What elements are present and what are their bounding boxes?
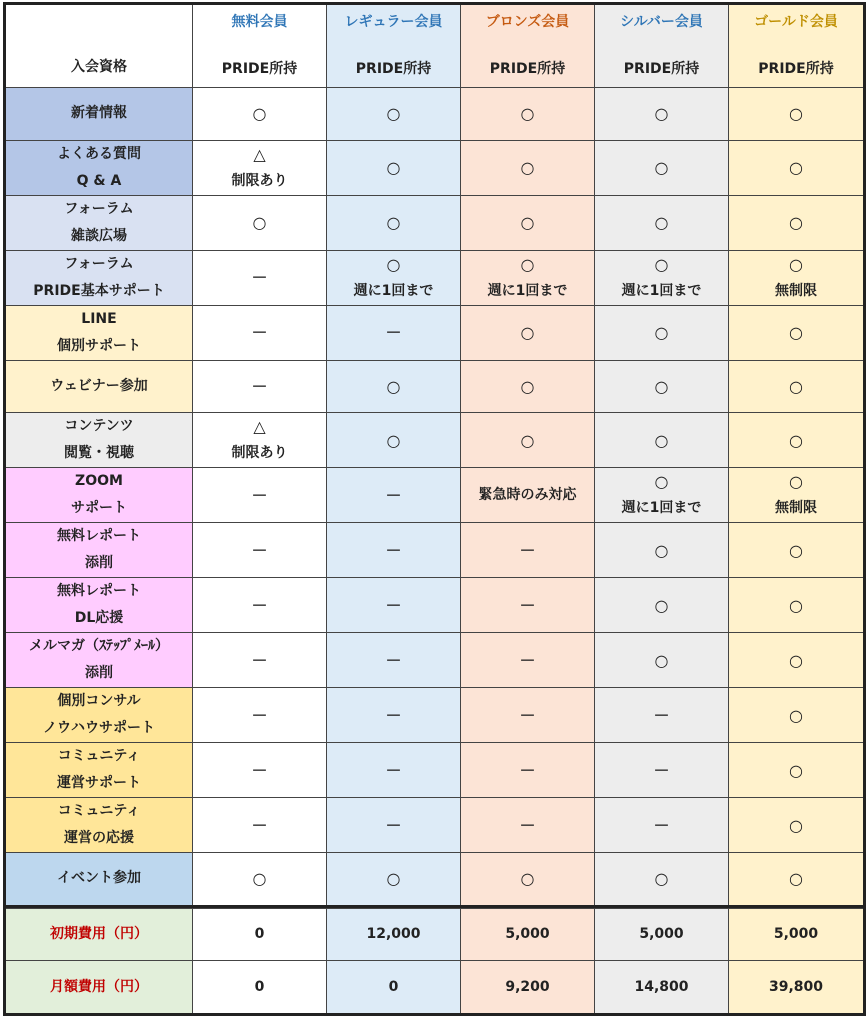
cell-regular [327, 140, 461, 195]
availability-note: 制限あり [231, 445, 288, 462]
feature-label-line: よくある質問 [57, 145, 141, 162]
membership-comparison-table [3, 2, 866, 1016]
availability-mark: ○ [252, 869, 267, 889]
qualification-label: 入会資格 [5, 4, 193, 88]
cell-gold [729, 305, 865, 360]
availability-mark: ○ [789, 815, 803, 835]
cell-gold [729, 413, 865, 468]
cell-regular [327, 88, 461, 141]
cell-regular [327, 633, 461, 688]
feature-label-line: サポート [71, 500, 127, 517]
feature-row [5, 688, 865, 743]
cell-regular [327, 853, 461, 907]
fee-silver: 5,000 [595, 908, 729, 961]
availability-note: 週に1回まで [621, 282, 702, 299]
cell-gold [729, 360, 865, 413]
feature-label-line: 新着情報 [71, 105, 127, 122]
availability-mark: ○ [789, 472, 803, 492]
availability-mark: ○ [789, 323, 803, 343]
plan-requirement: PRIDE所持 [489, 61, 566, 77]
availability-mark: － [251, 376, 268, 396]
cell-silver [595, 633, 729, 688]
feature-label [5, 578, 193, 633]
header-row [5, 4, 865, 88]
availability-mark: ○ [520, 104, 535, 124]
feature-row [5, 413, 865, 468]
cell-bronze [461, 688, 595, 743]
plan-requirement: PRIDE所持 [758, 61, 834, 77]
feature-label-line: イベント参加 [57, 870, 141, 887]
availability-mark: － [385, 323, 402, 343]
availability-mark: ○ [386, 254, 401, 274]
cell-gold [729, 523, 865, 578]
feature-row [5, 523, 865, 578]
cell-gold [729, 88, 865, 141]
feature-row [5, 195, 865, 250]
plan-header-regular [327, 4, 461, 88]
availability-mark: ○ [386, 430, 401, 450]
cell-regular [327, 523, 461, 578]
cell-bronze [461, 743, 595, 798]
feature-label [5, 140, 193, 195]
cell-regular [327, 578, 461, 633]
cell-gold [729, 578, 865, 633]
cell-free [193, 140, 327, 195]
cell-regular [327, 305, 461, 360]
feature-label [5, 523, 193, 578]
availability-mark: △ [253, 144, 266, 164]
plan-name: ブロンズ会員 [485, 14, 570, 30]
cell-free [193, 743, 327, 798]
cell-silver [595, 743, 729, 798]
cell-regular [327, 798, 461, 853]
cell-silver [595, 578, 729, 633]
availability-mark: － [251, 760, 268, 780]
availability-mark: ○ [654, 376, 669, 396]
plan-header-gold [729, 4, 865, 88]
availability-mark: ○ [789, 376, 803, 396]
cell-bronze [461, 633, 595, 688]
cell-free [193, 523, 327, 578]
cell-bronze [461, 798, 595, 853]
feature-label-line: ZOOM [75, 473, 123, 490]
feature-label-line: メルマガ（ｽﾃｯﾌﾟﾒｰﾙ） [29, 638, 169, 655]
cell-silver [595, 250, 729, 305]
feature-label-line: コンテンツ [64, 418, 134, 435]
plan-name: レギュラー会員 [344, 14, 443, 30]
fee-row [5, 961, 865, 1015]
cell-silver [595, 798, 729, 853]
feature-row [5, 633, 865, 688]
availability-mark: ○ [520, 376, 535, 396]
fee-free: 0 [193, 908, 327, 961]
availability-mark: ○ [654, 254, 669, 274]
availability-mark: ○ [386, 869, 401, 889]
feature-label-line: Q & A [76, 172, 122, 189]
cell-silver [595, 88, 729, 141]
cell-free [193, 250, 327, 305]
plan-name: 無料会員 [231, 14, 288, 30]
cell-free [193, 468, 327, 523]
feature-label [5, 468, 193, 523]
fee-silver: 14,800 [595, 961, 729, 1015]
availability-mark: ○ [789, 158, 803, 178]
cell-bronze [461, 140, 595, 195]
feature-label-line: LINE [81, 310, 117, 327]
availability-mark: ○ [789, 595, 803, 615]
availability-mark: ○ [654, 430, 669, 450]
availability-mark: － [385, 815, 402, 835]
fee-regular: 0 [327, 961, 461, 1015]
availability-mark: － [385, 485, 402, 505]
plan-header-silver [595, 4, 729, 88]
cell-silver [595, 305, 729, 360]
plan-requirement: PRIDE所持 [355, 61, 432, 77]
availability-mark: ○ [654, 595, 669, 615]
availability-mark: － [385, 595, 402, 615]
cell-regular [327, 468, 461, 523]
feature-row [5, 88, 865, 141]
cell-bronze [461, 578, 595, 633]
feature-label-line: 無料レポート [57, 583, 141, 600]
availability-mark: ○ [520, 323, 535, 343]
feature-label-line: 個別サポート [57, 337, 141, 354]
feature-label [5, 688, 193, 743]
cell-bronze [461, 88, 595, 141]
availability-mark: ○ [654, 104, 669, 124]
plan-name: ゴールド会員 [754, 14, 838, 30]
availability-mark: ○ [789, 540, 803, 560]
availability-mark: ○ [520, 430, 535, 450]
cell-regular [327, 688, 461, 743]
cell-gold [729, 688, 865, 743]
cell-free [193, 413, 327, 468]
feature-label-line: 添削 [85, 555, 113, 572]
availability-note: 無制限 [775, 282, 817, 299]
availability-note: 週に1回まで [487, 282, 568, 299]
fee-row [5, 908, 865, 961]
availability-note: 無制限 [775, 500, 817, 517]
cell-bronze [461, 305, 595, 360]
availability-mark: ○ [654, 158, 669, 178]
cell-gold [729, 195, 865, 250]
availability-mark: ○ [654, 869, 669, 889]
availability-mark: － [251, 485, 268, 505]
cell-bronze [461, 523, 595, 578]
availability-note: 緊急時のみ対応 [478, 486, 577, 503]
feature-label-line: フォーラム [64, 255, 134, 272]
availability-mark: － [519, 540, 536, 560]
fee-gold: 39,800 [729, 961, 865, 1015]
fee-bronze: 9,200 [461, 961, 595, 1015]
availability-mark: － [251, 323, 268, 343]
availability-mark: ○ [789, 430, 803, 450]
feature-row [5, 468, 865, 523]
cell-silver [595, 413, 729, 468]
plan-requirement: PRIDE所持 [623, 61, 700, 77]
cell-regular [327, 195, 461, 250]
availability-mark: － [653, 760, 670, 780]
feature-label-line: 雑談広場 [71, 227, 127, 244]
feature-label-line: コミュニティ [57, 803, 141, 820]
feature-label-line: 運営の応援 [64, 830, 134, 847]
availability-note: 週に1回まで [353, 282, 434, 299]
cell-regular [327, 743, 461, 798]
availability-mark: － [251, 540, 268, 560]
availability-mark: － [519, 815, 536, 835]
cell-silver [595, 688, 729, 743]
feature-row [5, 853, 865, 907]
cell-free [193, 88, 327, 141]
feature-label [5, 633, 193, 688]
availability-mark: － [251, 595, 268, 615]
feature-label-line: 閲覧・視聴 [64, 445, 134, 462]
feature-label [5, 413, 193, 468]
cell-silver [595, 468, 729, 523]
availability-mark: － [251, 705, 268, 725]
availability-mark: － [519, 650, 536, 670]
plan-header-bronze [461, 4, 595, 88]
feature-row [5, 250, 865, 305]
availability-mark: ○ [520, 254, 535, 274]
feature-row [5, 578, 865, 633]
availability-mark: － [519, 705, 536, 725]
feature-label-line: 運営サポート [57, 775, 141, 792]
plan-name: シルバー会員 [620, 14, 703, 30]
cell-silver [595, 195, 729, 250]
availability-note: 制限あり [231, 172, 288, 189]
feature-row [5, 360, 865, 413]
availability-mark: － [653, 815, 670, 835]
feature-row [5, 798, 865, 853]
availability-mark: － [251, 268, 268, 288]
cell-regular [327, 360, 461, 413]
feature-label [5, 305, 193, 360]
fee-gold: 5,000 [729, 908, 865, 961]
cell-free [193, 798, 327, 853]
cell-gold [729, 743, 865, 798]
feature-label [5, 798, 193, 853]
feature-label-line: PRIDE基本サポート [33, 282, 165, 299]
availability-mark: ○ [654, 323, 669, 343]
availability-mark: － [385, 540, 402, 560]
cell-free [193, 305, 327, 360]
feature-label-line: 添削 [85, 665, 113, 682]
availability-mark: ○ [789, 705, 803, 725]
availability-mark: － [653, 705, 670, 725]
availability-mark: ○ [386, 213, 401, 233]
cell-regular [327, 413, 461, 468]
cell-free [193, 688, 327, 743]
fee-label: 月額費用（円） [5, 961, 193, 1015]
availability-mark: ○ [386, 104, 401, 124]
cell-regular [327, 250, 461, 305]
feature-label [5, 853, 193, 907]
plan-requirement: PRIDE所持 [221, 61, 298, 77]
cell-bronze [461, 413, 595, 468]
availability-mark: ○ [789, 213, 803, 233]
cell-gold [729, 250, 865, 305]
feature-label [5, 360, 193, 413]
availability-mark: － [385, 760, 402, 780]
fee-free: 0 [193, 961, 327, 1015]
feature-label-line: コミュニティ [57, 748, 141, 765]
cell-free [193, 633, 327, 688]
cell-bronze [461, 360, 595, 413]
feature-label [5, 743, 193, 798]
availability-mark: － [251, 815, 268, 835]
cell-bronze [461, 853, 595, 907]
availability-note: 週に1回まで [621, 500, 702, 517]
feature-label [5, 88, 193, 141]
availability-mark: ○ [789, 650, 803, 670]
feature-label-line: DL応援 [74, 610, 124, 627]
availability-mark: ○ [520, 869, 535, 889]
feature-row [5, 743, 865, 798]
availability-mark: － [519, 595, 536, 615]
cell-silver [595, 140, 729, 195]
availability-mark: ○ [386, 376, 401, 396]
cell-silver [595, 360, 729, 413]
feature-label-line: フォーラム [64, 200, 134, 217]
cell-gold [729, 140, 865, 195]
fee-bronze: 5,000 [461, 908, 595, 961]
cell-bronze [461, 250, 595, 305]
availability-mark: ○ [789, 254, 803, 274]
availability-mark: － [385, 705, 402, 725]
feature-label [5, 250, 193, 305]
feature-label-line: ウェビナー参加 [50, 377, 148, 394]
availability-mark: ○ [654, 213, 669, 233]
cell-free [193, 578, 327, 633]
availability-mark: ○ [520, 158, 535, 178]
availability-mark: ○ [789, 869, 803, 889]
feature-row [5, 140, 865, 195]
availability-mark: ○ [654, 540, 669, 560]
feature-label-line: 個別コンサル [57, 693, 141, 710]
cell-silver [595, 853, 729, 907]
plan-header-free [193, 4, 327, 88]
availability-mark: △ [253, 417, 266, 437]
availability-mark: － [385, 650, 402, 670]
availability-mark: ○ [252, 104, 267, 124]
cell-silver [595, 523, 729, 578]
cell-bronze [461, 195, 595, 250]
table-body [5, 4, 865, 1015]
cell-free [193, 195, 327, 250]
cell-free [193, 853, 327, 907]
fee-regular: 12,000 [327, 908, 461, 961]
cell-gold [729, 633, 865, 688]
feature-label-line: ノウハウサポート [43, 720, 155, 737]
availability-mark: ○ [520, 213, 535, 233]
cell-gold [729, 798, 865, 853]
feature-row [5, 305, 865, 360]
cell-bronze [461, 468, 595, 523]
feature-label-line: 無料レポート [57, 528, 141, 545]
cell-free [193, 360, 327, 413]
availability-mark: ○ [789, 760, 803, 780]
availability-mark: ○ [386, 158, 401, 178]
availability-mark: － [519, 760, 536, 780]
feature-label [5, 195, 193, 250]
availability-mark: ○ [654, 650, 669, 670]
availability-mark: － [251, 650, 268, 670]
availability-mark: ○ [789, 104, 803, 124]
fee-label: 初期費用（円） [5, 908, 193, 961]
availability-mark: ○ [654, 472, 669, 492]
cell-gold [729, 853, 865, 907]
cell-gold [729, 468, 865, 523]
availability-mark: ○ [252, 213, 267, 233]
